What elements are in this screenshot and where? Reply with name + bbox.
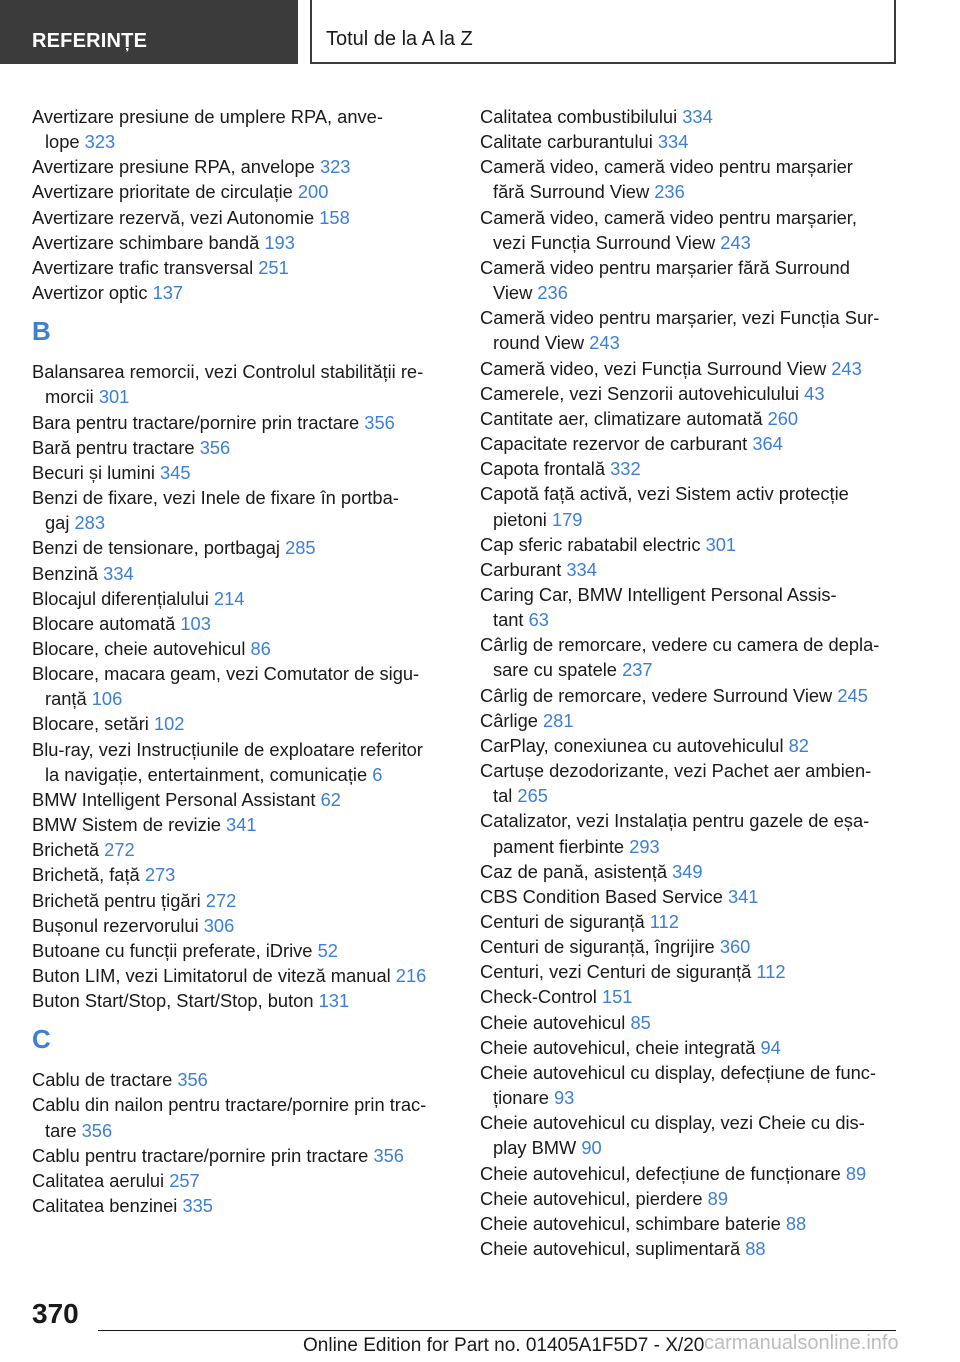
index-entry [32,1168,452,1193]
index-entry-text: Brichetă pentru țigări [32,889,201,911]
index-entry-text: Cablu de tractare [32,1069,173,1091]
page-reference-link[interactable]: 345 [160,461,191,483]
index-entry [32,255,452,280]
index-entry [32,1143,452,1168]
page-reference-link[interactable]: 243 [831,357,862,379]
footer-divider [98,1330,896,1331]
index-entry-text: Centuri de siguranță, îngrijire [480,936,715,958]
index-entry-text: Becuri și lumini [32,461,155,483]
page-reference-link[interactable]: 323 [319,156,351,178]
index-entry-text: Benzină [32,562,99,584]
index-entry [32,913,452,938]
page-reference-link[interactable]: 237 [622,659,653,681]
index-entry [32,410,452,435]
index-entry [32,586,452,611]
page-title: Totul de la A la Z [326,28,473,50]
page-reference-link[interactable]: 93 [554,1087,575,1109]
index-entry-text: Cheie autovehicul, defecțiune de funcționare [480,1162,841,1184]
index-entry [480,129,900,154]
index-entry [32,636,452,661]
index-entry-text: Caz de pană, asistență [480,860,667,882]
index-entry-text: Blocajul diferențialului [32,587,209,609]
page-reference-link[interactable]: 349 [672,860,703,882]
index-entry-text: Avertizare presiune de umplere RPA, anve‐ [32,106,383,127]
page-reference-link[interactable]: 364 [752,433,783,455]
page-reference-link[interactable]: 334 [103,562,134,584]
page-reference-link[interactable]: 341 [226,814,257,836]
page-reference-link[interactable]: 356 [177,1069,208,1091]
index-letter-heading: B [32,316,51,347]
index-entry-text: Cartușe dezodorizante, vezi Pachet aer ambien‐ [480,760,872,782]
index-entry [32,205,452,230]
page-reference-link[interactable]: 52 [317,939,338,961]
index-letter-heading: C [32,1024,51,1055]
index-entry-text: Cârlig de remorcare, vedere Surround View [480,684,833,706]
page-reference-link[interactable]: 214 [213,587,245,609]
edition-text: Online Edition for Part no. 01405A1F5D7 - X/20 [303,1335,705,1356]
page-reference-link[interactable]: 356 [373,1144,404,1166]
index-entry-text: Benzi de tensionare, portbagaj [32,537,280,559]
page-reference-link[interactable]: 301 [98,386,130,408]
index-entry [32,1193,452,1218]
index-entry-text: Blocare, setări [32,713,149,735]
index-entry [32,938,452,963]
index-entry-text-continued: lope [45,131,80,153]
index-entry-text: Buton LIM, vezi Limitatorul de viteză manual [32,965,391,986]
page-reference-link[interactable]: 301 [705,533,737,555]
index-entry [480,632,900,682]
index-entry [32,812,452,837]
index-entry-text: Cameră video pentru marșarier, vezi Funcția Sur‐ [480,307,880,329]
page-reference-link[interactable]: 89 [707,1187,728,1209]
index-entry-text: Cheie autovehicul, cheie integrată [480,1036,756,1058]
index-entry-text: Bară pentru tractare [32,436,195,458]
index-entry [32,561,452,586]
index-entry [480,104,900,129]
page-reference-link[interactable]: 356 [199,436,231,458]
index-entry [480,532,900,557]
page-reference-link[interactable]: 6 [372,763,383,785]
index-entry-text-continued: View [493,282,533,304]
index-entry-text-continued: tare [45,1119,77,1141]
page-reference-link[interactable]: 102 [153,713,185,735]
index-entry-text: Cheie autovehicul cu display, defecțiune de func‐ [480,1061,877,1083]
page-reference-link[interactable]: 236 [654,181,685,203]
index-column-left [32,104,452,1218]
page-reference-link[interactable]: 356 [364,411,395,433]
index-entry [480,1010,900,1035]
index-entry-text: Cheie autovehicul, suplimentară [480,1238,741,1260]
index-entry-text: Calitate carburantului [480,131,653,153]
index-entry [480,557,900,582]
page-reference-link[interactable]: 112 [756,961,786,983]
index-entry-text-continued: round View [493,332,585,354]
index-entry-text: Cheie autovehicul cu display, vezi Cheie cu dis‐ [480,1112,865,1134]
page-reference-link[interactable]: 236 [537,282,568,304]
index-entry [480,884,900,909]
index-entry-text: Cap sferic rabatabil electric [480,533,701,555]
index-entry-text: Bușonul rezervorului [32,914,199,936]
page-reference-link[interactable]: 43 [804,382,825,404]
page-number: 370 [32,1298,79,1329]
index-entry [32,611,452,636]
index-entry-text: Blu-ray, vezi Instrucțiunile de exploatare referitor [32,738,423,760]
index-column-right [480,104,900,1261]
index-entry-text: Avertizare trafic transversal [32,256,254,278]
index-entry-text: BMW Sistem de revizie [32,814,221,836]
page-reference-link[interactable]: 89 [845,1162,867,1184]
index-entry-text: Carburant [480,558,562,580]
page-reference-link[interactable]: 88 [785,1212,807,1234]
index-entry-text: Butoane cu funcții preferate, iDrive [32,939,313,961]
index-entry-text: Balansarea remorcii, vezi Controlul stabilității re‐ [32,361,424,383]
index-entry-text-continued: la navigație, entertainment, comunicație [45,763,368,785]
page-reference-link[interactable]: 334 [657,131,689,153]
index-entry-text-continued: play BMW [493,1137,577,1159]
index-entry-text: Capotă față activă, vezi Sistem activ protecție [480,483,849,505]
index-entry-text: Cârlige [480,709,538,731]
index-entry-text: Blocare, macara geam, vezi Comutator de sigu‐ [32,663,420,685]
page-reference-link[interactable]: 86 [250,637,271,659]
page-reference-link[interactable]: 112 [649,911,679,932]
page-reference-link[interactable]: 151 [601,986,633,1008]
index-entry-text: Cheie autovehicul, pierdere [480,1187,703,1209]
index-entry [480,1236,900,1261]
index-entry-text: Brichetă, față [32,864,140,886]
index-entry-text-continued: vezi Funcția Surround View [493,231,716,253]
index-entry-text: Camerele, vezi Senzorii autovehiculului [480,382,800,404]
page-reference-link[interactable]: 103 [180,612,211,634]
index-entry-text-continued: pament fierbinte [493,835,625,857]
index-entry-text: Centuri de siguranță [480,911,645,932]
page-reference-link[interactable]: 251 [258,256,289,278]
index-entry [32,711,452,736]
index-entry [32,104,452,154]
index-entry [480,456,900,481]
page-reference-link[interactable]: 281 [543,709,574,731]
index-entry-text: Avertizare rezervă, vezi Autonomie [32,206,315,228]
index-entry [480,808,900,858]
index-entry [480,255,900,305]
index-entry [480,1211,900,1236]
index-entry-text-continued: ționare [493,1087,549,1109]
index-entry [480,1060,900,1110]
index-entry [32,485,452,535]
index-entry [480,984,900,1009]
index-entry [32,179,452,204]
page-reference-link[interactable]: 272 [205,889,237,911]
index-entry-text: Blocare, cheie autovehicul [32,637,246,659]
page-reference-link[interactable]: 63 [528,609,549,631]
page-reference-link[interactable]: 131 [318,990,350,1012]
index-entry-text: Cablu pentru tractare/pornire prin tractare [32,1144,369,1166]
page-reference-link[interactable]: 106 [91,688,123,710]
index-entry-text: Benzi de fixare, vezi Inele de fixare în portba‐ [32,487,399,509]
page-reference-link[interactable]: 137 [152,282,184,304]
index-entry-text: Cheie autovehicul [480,1011,626,1033]
index-entry-text: Cârlig de remorcare, vedere cu camera de depla‐ [480,634,880,656]
index-entry [480,909,900,934]
index-entry-text: Buton Start/Stop, Start/Stop, buton [32,990,314,1012]
index-entry [32,359,452,409]
index-entry [480,305,900,355]
page-reference-link[interactable]: 158 [319,206,350,228]
index-entry-text: Check-Control [480,986,597,1008]
page-reference-link[interactable]: 193 [264,231,295,253]
page-reference-link[interactable]: 323 [84,131,116,153]
page-reference-link[interactable]: 332 [610,458,641,480]
index-entry-text-continued: sare cu spatele [493,659,617,681]
index-entry-text: Cameră video pentru marșarier fără Surround [480,256,850,278]
index-entry [32,963,452,988]
index-entry-text: Caring Car, BMW Intelligent Personal Assis‐ [480,583,837,605]
section-tab [0,0,298,64]
index-entry-text-continued: gaj [45,512,70,534]
index-entry-text-continued: tant [493,609,524,631]
page-reference-link[interactable]: 293 [629,835,660,857]
page-reference-link[interactable]: 356 [81,1119,113,1141]
page-reference-link[interactable]: 179 [551,508,583,530]
page-reference-link[interactable]: 243 [589,332,620,354]
page-reference-link[interactable]: 88 [745,1238,766,1260]
page-reference-link[interactable]: 334 [566,558,597,580]
index-entry [480,406,900,431]
index-entry-text-continued: pietoni [493,508,547,530]
index-entry [480,481,900,531]
page-reference-link[interactable]: 360 [719,936,751,958]
index-entry-text-continued: tal [493,785,513,807]
page-reference-link[interactable]: 260 [767,407,799,429]
page-reference-link[interactable]: 243 [720,231,751,253]
index-entry [32,435,452,460]
index-entry-text-continued: fără Surround View [493,181,650,203]
page-reference-link[interactable]: 216 [395,965,427,986]
index-entry-text: Calitatea benzinei [32,1195,178,1217]
index-entry [480,1161,900,1186]
page-reference-link[interactable]: 272 [104,839,135,861]
index-entry [480,582,900,632]
index-entry [32,737,452,787]
index-entry [480,431,900,456]
index-entry [480,154,900,204]
index-entry-text: CarPlay, conexiunea cu autovehiculul [480,734,784,756]
page-reference-link[interactable]: 306 [203,914,235,936]
page-reference-link[interactable]: 334 [682,106,713,127]
index-entry [32,862,452,887]
index-entry [480,1110,900,1160]
index-entry [480,708,900,733]
index-entry [32,230,452,255]
index-entry [480,959,900,984]
index-entry [480,934,900,959]
index-entry-text: Centuri, vezi Centuri de siguranță [480,961,752,983]
index-entry-text: Cameră video, cameră video pentru marșarier [480,156,853,178]
index-entry [32,988,452,1013]
watermark: carmanualsonline.info [704,1332,899,1354]
index-entry-text: Capacitate rezervor de carburant [480,433,748,455]
index-entry [480,205,900,255]
index-entry-text: Blocare automată [32,612,176,634]
index-entry-text-continued: ranță [45,688,87,710]
page-reference-link[interactable]: 257 [169,1169,200,1191]
index-entry-text: Cantitate aer, climatizare automată [480,407,763,429]
index-entry-text: Avertizare presiune RPA, anvelope [32,156,315,178]
page-reference-link[interactable]: 265 [517,785,548,807]
index-entry-text: BMW Intelligent Personal Assistant [32,788,316,810]
section-label: REFERINȚE [32,30,148,52]
index-entry [32,837,452,862]
index-entry-text: Cheie autovehicul, schimbare baterie [480,1212,781,1234]
index-entry [480,381,900,406]
index-entry [480,1186,900,1211]
page-reference-link[interactable]: 62 [320,788,341,810]
page-header [310,0,896,64]
index-entry-text: CBS Condition Based Service [480,885,723,907]
page-reference-link[interactable]: 285 [285,537,316,559]
index-entry-text-continued: morcii [45,386,94,408]
index-entry [480,683,900,708]
index-entry-text: Avertizor optic [32,282,148,304]
page-reference-link[interactable]: 82 [788,734,809,756]
index-entry-text: Calitatea combustibilului [480,106,678,127]
page-reference-link[interactable]: 85 [630,1011,651,1033]
page-reference-link[interactable]: 245 [837,684,868,706]
page-reference-link[interactable]: 90 [581,1137,602,1159]
index-entry-text: Cameră video, cameră video pentru marșarier, [480,206,857,228]
page-reference-link[interactable]: 273 [144,864,176,886]
index-entry [32,661,452,711]
index-entry-text: Bara pentru tractare/pornire prin tractare [32,411,360,433]
index-entry-text: Avertizare prioritate de circulație [32,181,293,203]
page-reference-link[interactable]: 94 [760,1036,781,1058]
index-entry [480,356,900,381]
index-entry-text: Capota frontală [480,458,606,480]
index-entry-text: Calitatea aerului [32,1169,165,1191]
index-entry [480,859,900,884]
page-reference-link[interactable]: 283 [74,512,106,534]
index-entry [32,460,452,485]
index-entry-text: Cameră video, vezi Funcția Surround View [480,357,827,379]
page-reference-link[interactable]: 341 [727,885,759,907]
index-entry [32,787,452,812]
index-entry-text: Brichetă [32,839,100,861]
index-entry [32,535,452,560]
index-entry [32,1067,452,1092]
index-entry [480,758,900,808]
page-reference-link[interactable]: 200 [297,181,329,203]
index-entry [32,1092,452,1142]
index-entry [480,733,900,758]
page-reference-link[interactable]: 335 [182,1195,213,1217]
index-entry-text: Avertizare schimbare bandă [32,231,260,253]
index-entry-text: Cablu din nailon pentru tractare/pornire prin trac‐ [32,1094,427,1116]
index-entry [32,280,452,305]
index-entry [32,888,452,913]
index-entry-text: Catalizator, vezi Instalația pentru gazele de eșa‐ [480,810,870,832]
index-entry [32,154,452,179]
index-entry [480,1035,900,1060]
